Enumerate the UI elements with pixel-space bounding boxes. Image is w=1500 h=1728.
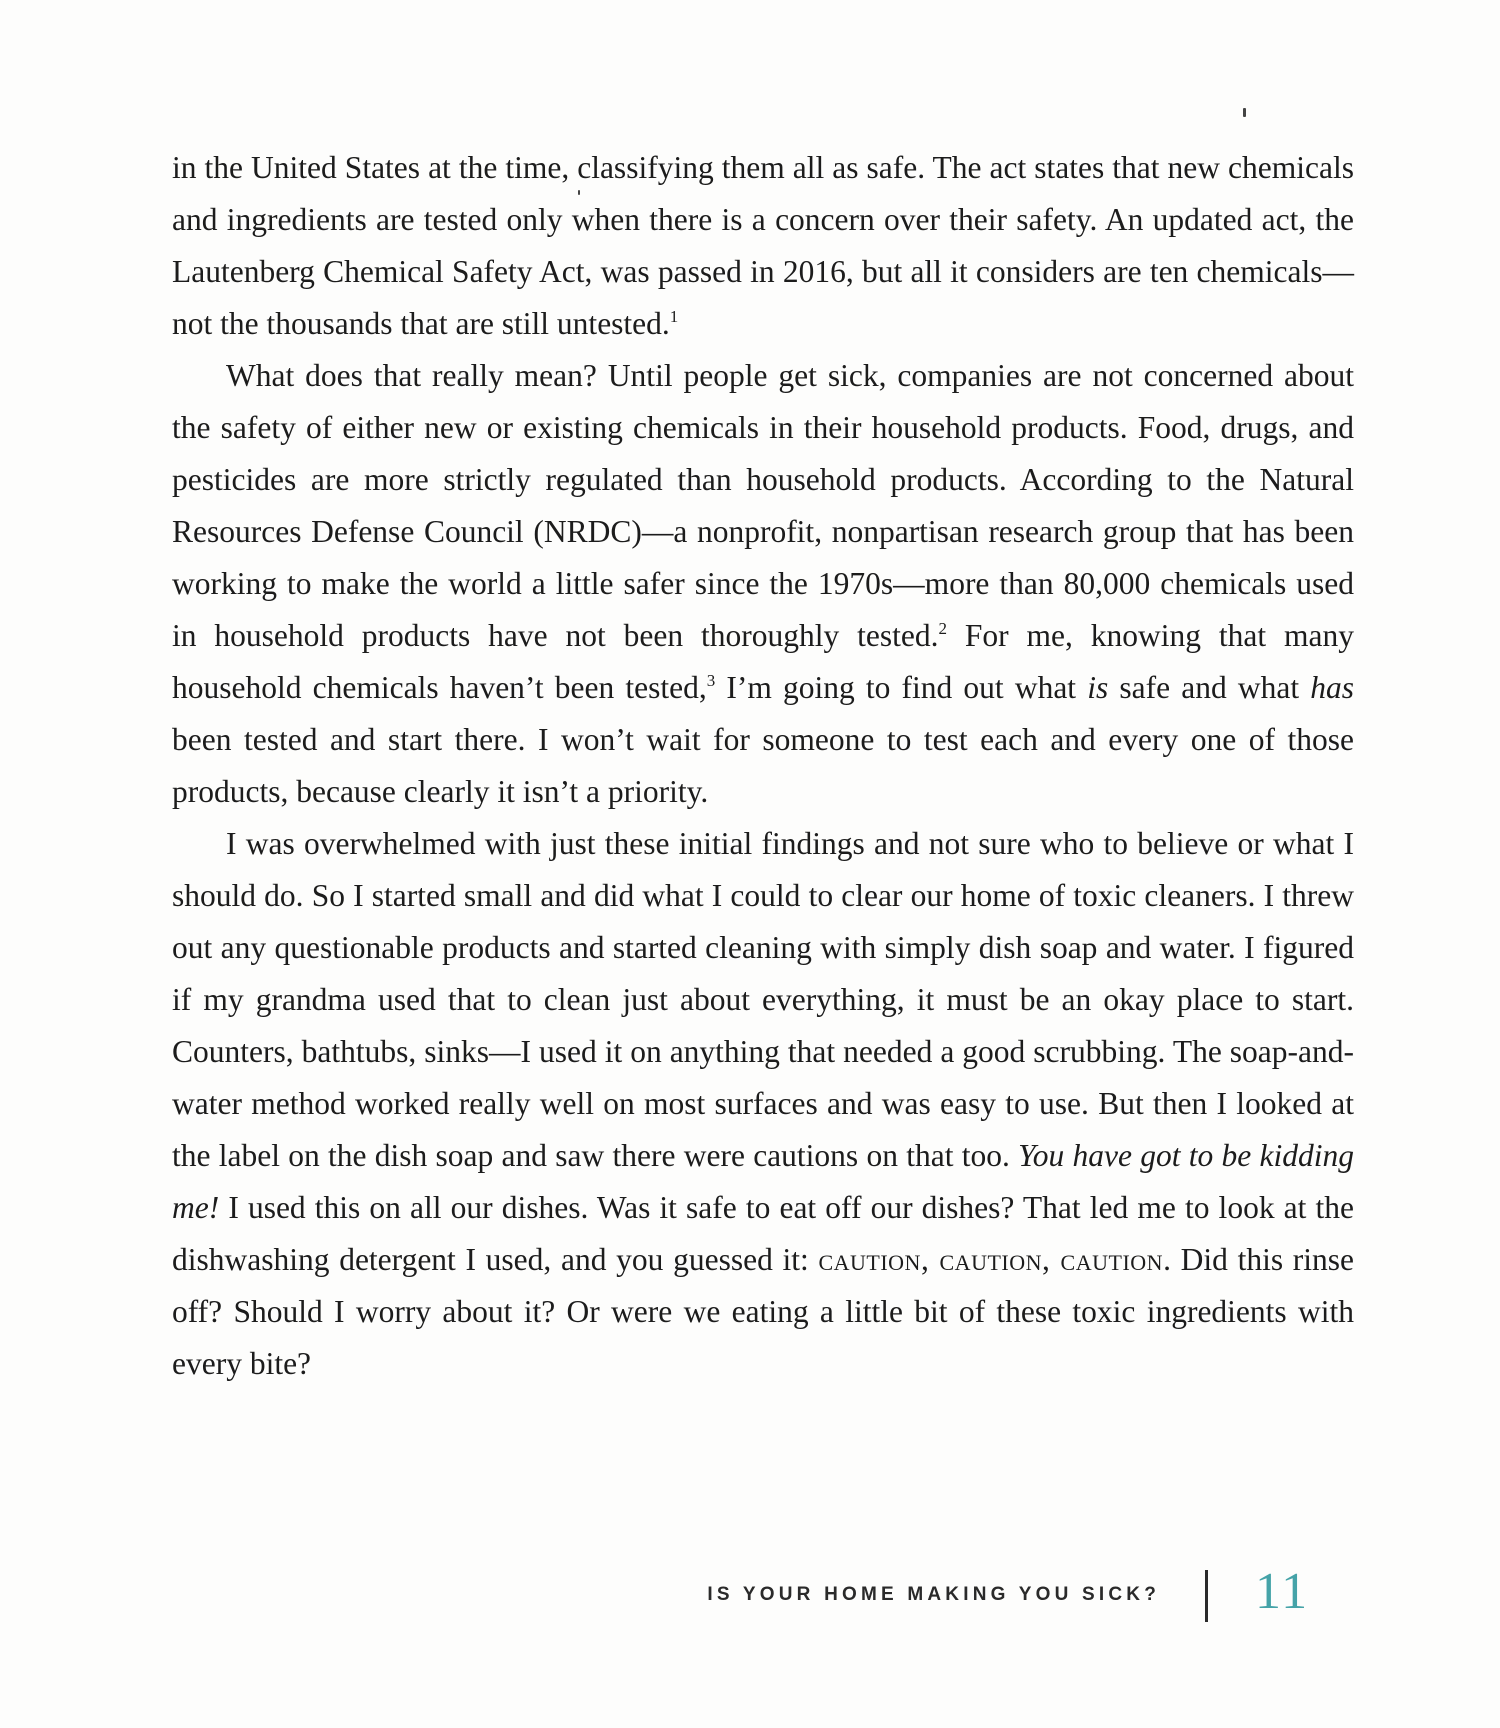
- scan-speck: [1243, 108, 1246, 117]
- paragraph-2: [172, 350, 1354, 818]
- caution-smallcaps: caution, caution, caution: [818, 1242, 1164, 1277]
- paragraph-2-text-d: safe and what: [1108, 670, 1311, 705]
- page-number: 11: [1255, 1563, 1310, 1620]
- paragraph-1: [172, 142, 1354, 350]
- paragraph-3-text-a: I was overwhelmed with just these initial findings and not sure who to believe or what I should do. So I started small and did what I could to clear our home of toxic cleaners. I threw out any questionable products and started cleaning with simply dish soap and water. I figured if my grandma used that to clean just about everything, it must be an okay place to start. Counters, bathtubs, sinks—I used it on anything that needed a good scrubbing. The soap-and-water method worked really well on most surfaces and was easy to use. But then I looked at the label on the dish soap and saw there were cautions on that too.: [172, 826, 1354, 1173]
- emphasis-is: is: [1087, 670, 1109, 705]
- paragraph-3-text-b: I used this on all our dishes. Was it safe to eat off our dishes? That led me to look at the dishwashing detergent I used, and you guessed it:: [172, 1190, 1354, 1277]
- paragraph-2-text-a: What does that really mean? Until people get sick, companies are not concerned about the safety of either new or existing chemicals in their household products. Food, drugs, and pesticides are more strictly regulated than household products. According to the Natural Resources Defense Council (NRDC)—a nonprofit, nonpartisan research group that has been working to make the world a little safer since the 1970s—more than 80,000 chemicals used in household products have not been thoroughly tested.: [172, 358, 1354, 653]
- footnote-ref-3: 3: [706, 671, 716, 690]
- footnote-ref-1: 1: [669, 307, 679, 326]
- paragraph-1-text: in the United States at the time, classifying them all as safe. The act states that new chemicals and ingredients are tested only when there is a concern over their safety. An updated act, the Lautenberg Chemical Safety Act, was passed in 2016, but all it considers are ten chemicals—not the thousands that are still untested.: [172, 150, 1354, 341]
- paragraph-2-text-b: For me, knowing that many household chemicals haven’t been tested,: [172, 618, 1354, 705]
- paragraph-3: [172, 818, 1354, 1390]
- footer-divider: [1205, 1570, 1208, 1622]
- body-text: [172, 142, 1354, 1390]
- paragraph-2-text-c: I’m going to find out what: [715, 670, 1088, 705]
- page-footer: [0, 1564, 1500, 1624]
- footnote-ref-2: 2: [938, 619, 947, 638]
- paragraph-2-text-e: been tested and start there. I won’t wait for someone to test each and every one of those products, because clearly it isn’t a priority.: [172, 722, 1354, 809]
- running-head: IS YOUR HOME MAKING YOU SICK?: [707, 1584, 1160, 1605]
- paragraph-3-text-c: . Did this rinse off? Should I worry about it? Or were we eating a little bit of these toxic ingredients with every bite?: [172, 1242, 1354, 1381]
- emphasis-kidding: You have got to be kidding me!: [172, 1138, 1354, 1225]
- emphasis-has: has: [1310, 670, 1354, 705]
